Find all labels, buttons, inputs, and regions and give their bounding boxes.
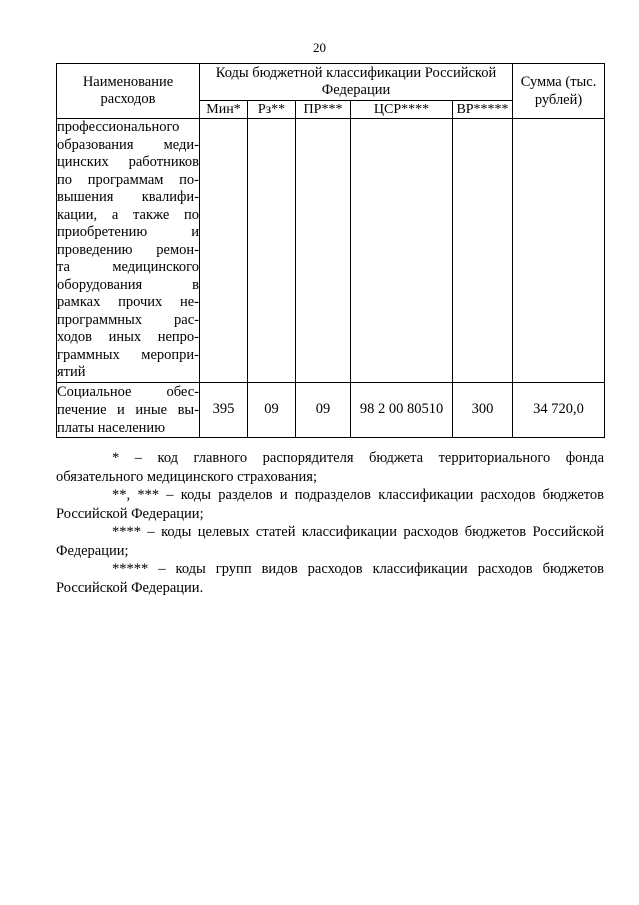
desc-line: та медицинского xyxy=(57,259,199,275)
desc-line: вышения квалифи- xyxy=(57,189,199,205)
empty-cell xyxy=(296,119,351,383)
desc-line: по программам по- xyxy=(57,171,199,188)
desc-line: печение и иные вы- xyxy=(57,401,199,418)
table-row-continued xyxy=(57,119,605,383)
cell-vr: 300 xyxy=(453,382,513,437)
desc-line: приобретению и xyxy=(57,224,199,240)
row-name xyxy=(57,382,200,437)
desc-line: Социальное обес- xyxy=(57,383,199,400)
cell-rz: 09 xyxy=(248,382,296,437)
empty-cell xyxy=(513,119,605,383)
desc-line: граммных меропри- xyxy=(57,346,199,363)
header-name: Наименование расходов xyxy=(57,64,200,119)
empty-cell xyxy=(453,119,513,383)
desc-line: платы населению xyxy=(57,419,166,436)
desc-line: программных рас- xyxy=(57,311,199,328)
desc-line: оборудования в xyxy=(57,276,199,293)
footnote-vr: ***** – коды групп видов расходов классификации расходов бюджетов Российской Федерации. xyxy=(56,561,604,596)
cell-min: 395 xyxy=(200,382,248,437)
desc-line: ходов иных непро- xyxy=(57,329,199,345)
header-pr: ПР*** xyxy=(296,101,351,119)
cell-pr: 09 xyxy=(296,382,351,437)
header-codes-group: Коды бюджетной классификации Российской Федерации xyxy=(200,64,513,101)
page-number: 20 xyxy=(313,40,326,55)
desc-line: ятий xyxy=(57,364,86,380)
header-vr: ВР***** xyxy=(453,101,513,119)
footnote-csr: **** – коды целевых статей классификации расходов бюджетов Российской Федерации; xyxy=(56,524,604,559)
desc-line: кации, а также по xyxy=(57,206,199,223)
budget-table xyxy=(56,63,605,438)
empty-cell xyxy=(248,119,296,383)
table-row xyxy=(57,382,605,437)
desc-line: профессионального xyxy=(57,119,180,135)
empty-cell xyxy=(351,119,453,383)
empty-cell xyxy=(200,119,248,383)
footnotes xyxy=(56,449,604,597)
cell-sum: 34 720,0 xyxy=(513,382,605,437)
header-csr: ЦСР**** xyxy=(351,101,453,119)
header-min: Мин* xyxy=(200,101,248,119)
header-rz: Рз** xyxy=(248,101,296,119)
desc-line: образования меди- xyxy=(57,136,199,153)
desc-line: цинских работников xyxy=(57,154,199,170)
footnote-min: * – код главного распорядителя бюджета территориального фонда обязательного медицинского страхования; xyxy=(56,450,604,485)
footnote-rz-pr: **, *** – коды разделов и подразделов классификации расходов бюджетов Российской Федерации; xyxy=(56,487,604,522)
header-sum: Сумма (тыс. рублей) xyxy=(513,64,605,119)
desc-line: проведению ремон- xyxy=(57,241,199,258)
cell-csr: 98 2 00 80510 xyxy=(351,382,453,437)
desc-line: рамках прочих не- xyxy=(57,294,199,310)
continued-description xyxy=(57,119,200,383)
